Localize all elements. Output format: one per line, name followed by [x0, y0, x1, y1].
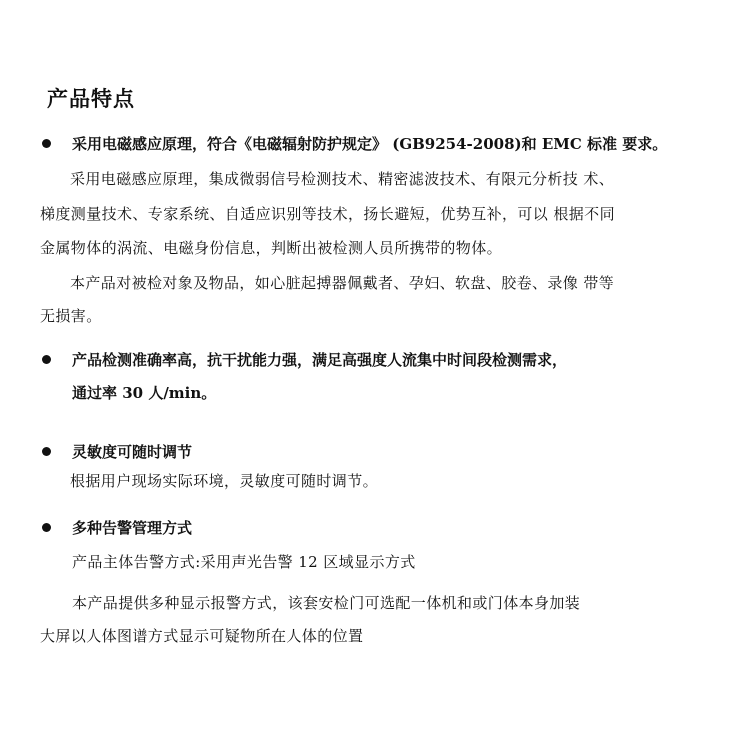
feature-heading: 灵敏度可随时调节	[72, 443, 193, 461]
paragraph-line: 大屏以人体图谱方式显示可疑物所在人体的位置	[40, 627, 364, 645]
paragraph-line: 本产品对被检对象及物品，如心脏起搏器佩戴者、孕妇、软盘、胶卷、录像 带等	[70, 274, 615, 292]
feature-heading: 多种告警管理方式	[72, 519, 193, 537]
paragraph-line: 金属物体的涡流、电磁身份信息，判断出被检测人员所携带的物体。	[40, 239, 503, 257]
paragraph-line: 无损害。	[40, 307, 102, 325]
bullet-dot	[42, 523, 51, 532]
feature-heading: 采用电磁感应原理，符合《电磁辐射防护规定》 (GB9254-2008)和 EMC 标准 要求。	[72, 135, 668, 153]
paragraph-line: 产品主体告警方式:采用声光告警 12 区域显示方式	[72, 553, 416, 571]
paragraph-line: 梯度测量技术、专家系统、自适应识别等技术，扬长避短，优势互补，可以 根据不同	[40, 205, 615, 223]
feature-heading-continuation: 通过率 30 人/min。	[72, 384, 217, 402]
page-title: 产品特点	[47, 86, 135, 111]
paragraph-line: 根据用户现场实际环境，灵敏度可随时调节。	[70, 472, 379, 490]
paragraph-line: 采用电磁感应原理，集成微弱信号检测技术、精密滤波技术、有限元分析技 术、	[70, 170, 615, 188]
feature-heading: 产品检测准确率高，抗干扰能力强，满足高强度人流集中时间段检测需求，	[72, 351, 568, 369]
bullet-dot	[42, 139, 51, 148]
bullet-dot	[42, 355, 51, 364]
bullet-dot	[42, 447, 51, 456]
paragraph-line: 本产品提供多种显示报警方式，该套安检门可选配一体机和或门体本身加装	[72, 594, 581, 612]
